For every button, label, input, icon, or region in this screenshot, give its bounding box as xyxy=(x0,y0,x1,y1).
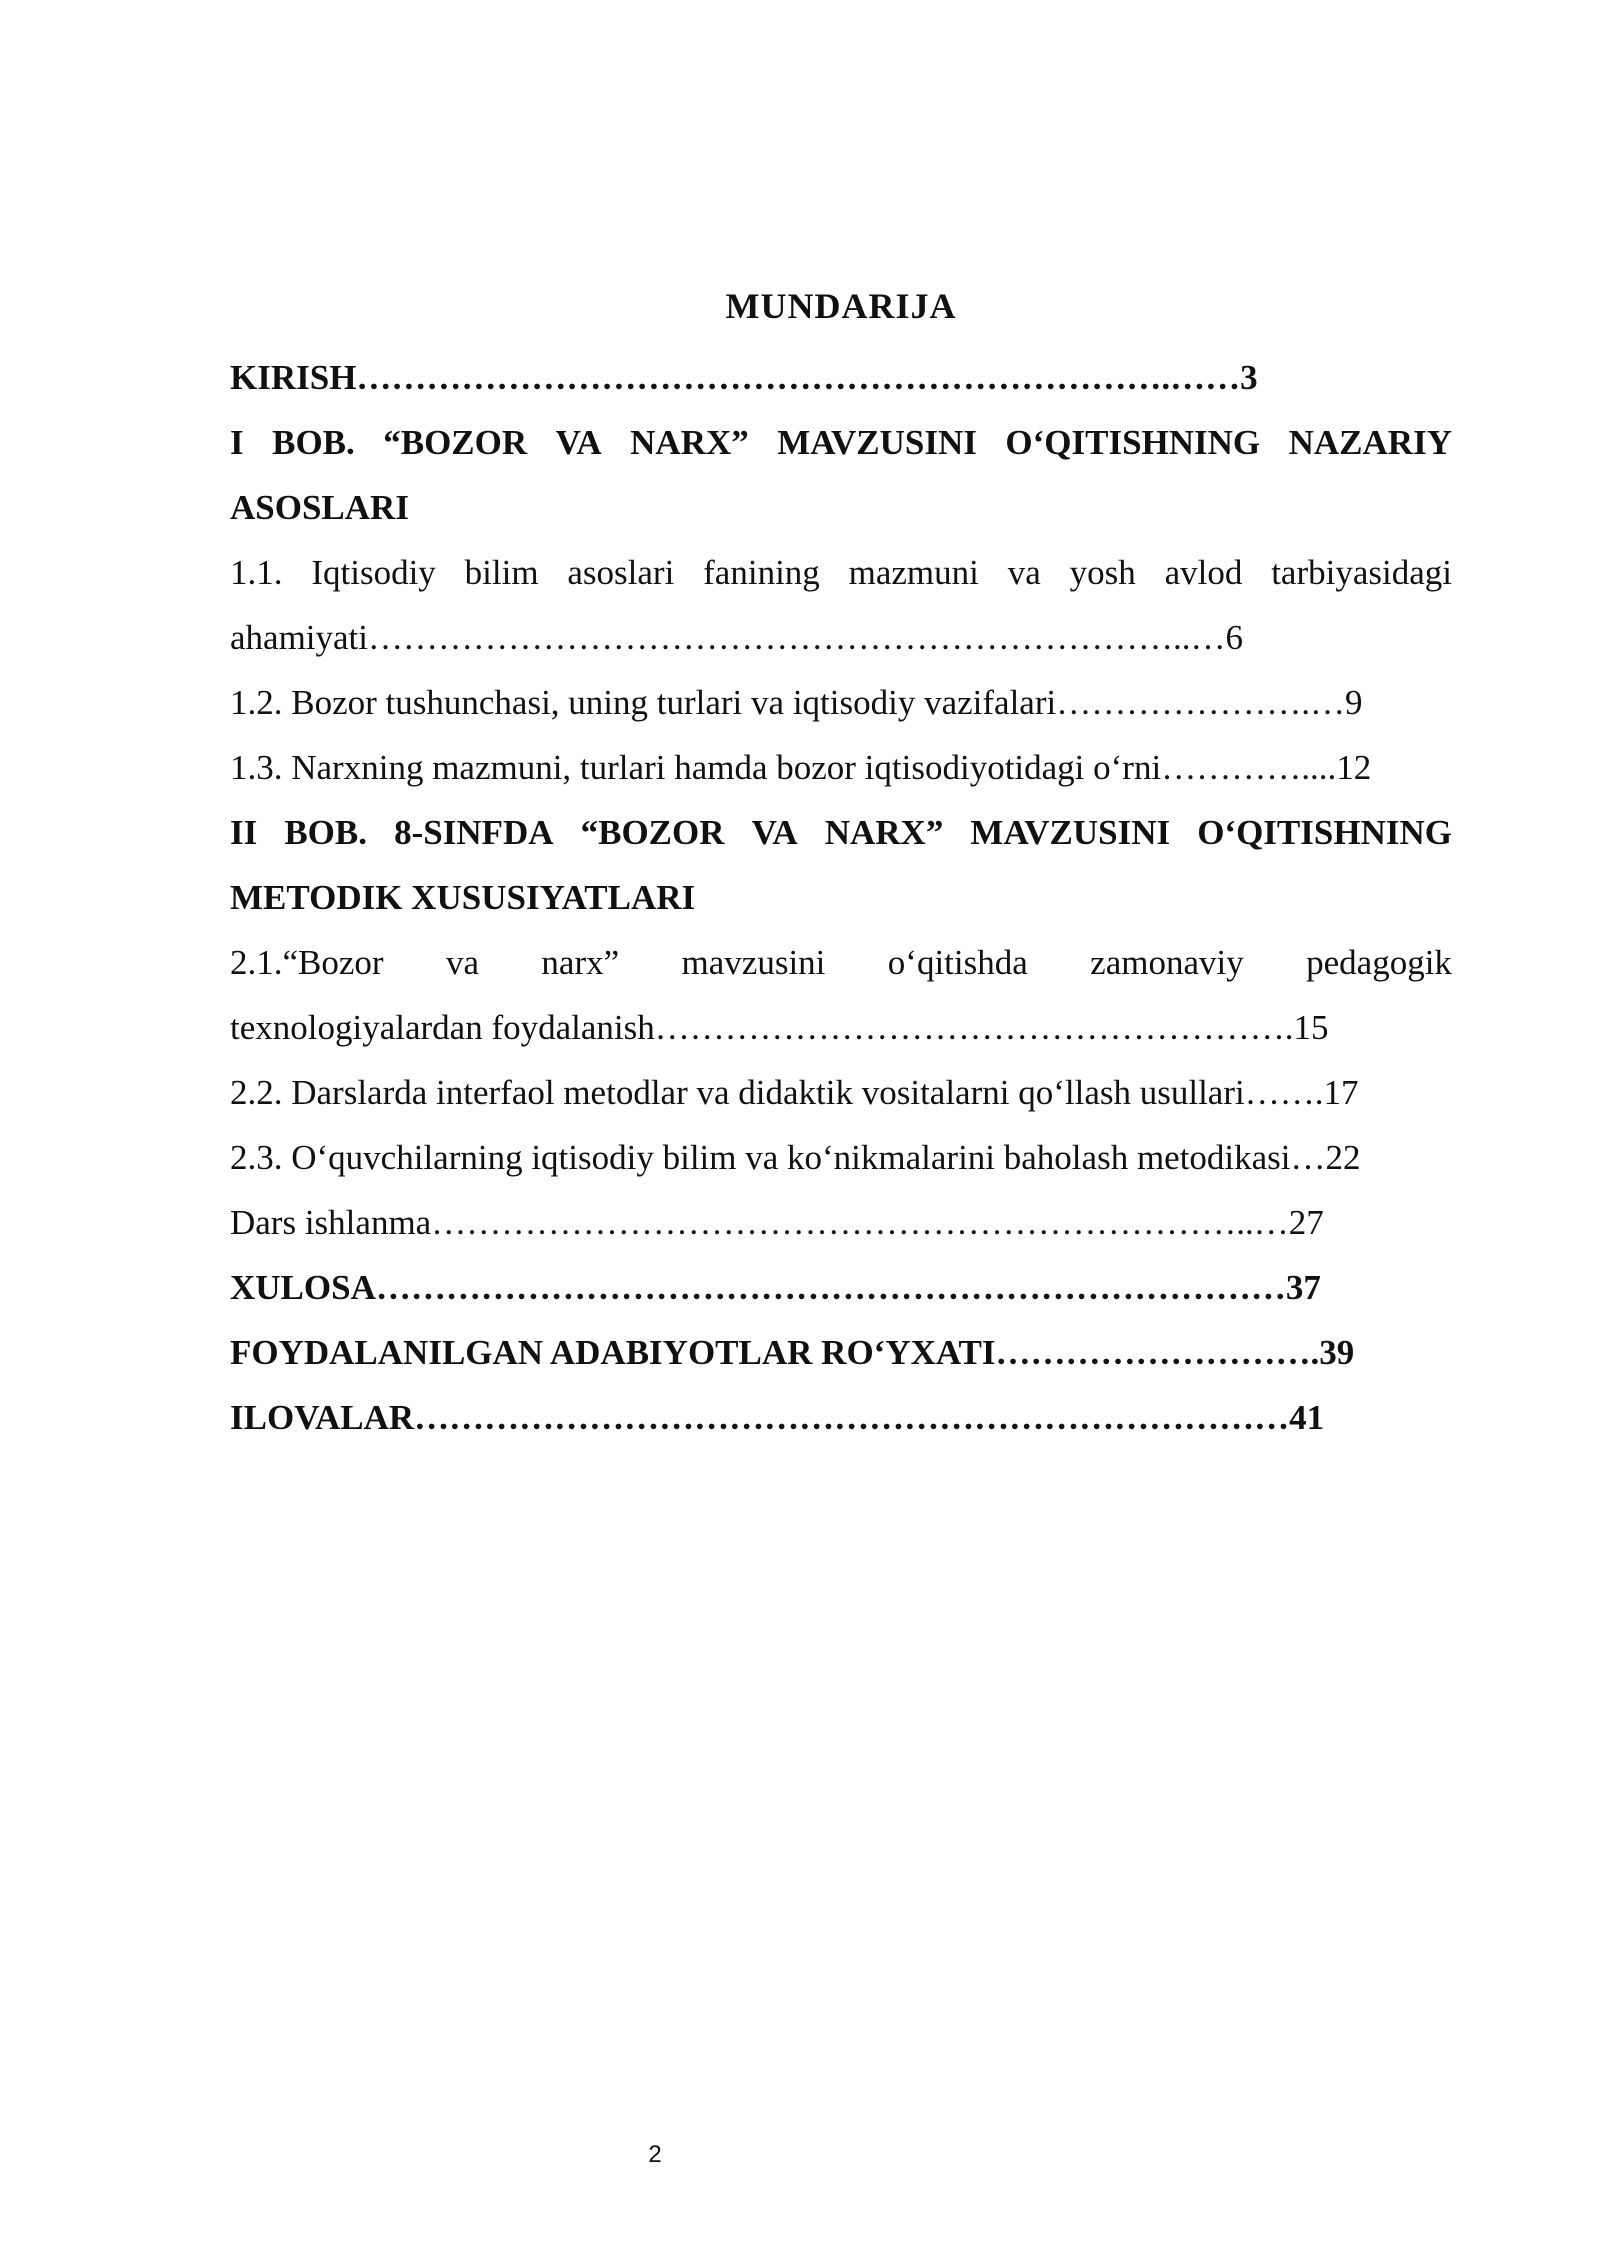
word: O‘QITISHNING xyxy=(1005,423,1261,462)
toc-entry-kirish: KIRISH…………………………………………………………….……3 xyxy=(230,358,1258,397)
word: va xyxy=(445,943,480,982)
word: BOB. xyxy=(284,813,367,852)
word: BOB. xyxy=(272,423,355,462)
toc-section-1-1-line-2: ahamiyati……………………………………………………………..…6 xyxy=(230,618,1244,657)
toc-chapter-1-heading-line-2: ASOSLARI xyxy=(230,488,409,527)
word: I xyxy=(230,423,244,462)
toc-section-2-1-line-1 xyxy=(230,930,1452,995)
page-number: 2 xyxy=(648,2141,662,2168)
word: zamonaviy xyxy=(1090,943,1244,982)
table-of-contents xyxy=(230,280,1452,1450)
word: Iqtisodiy xyxy=(311,553,436,592)
word: va xyxy=(1007,553,1041,592)
word: II xyxy=(230,813,258,852)
toc-section-2-2: 2.2. Darslarda interfaol metodlar va didaktik vositalarni qo‘llash usullari…….17 xyxy=(230,1073,1359,1112)
word: MAVZUSINI xyxy=(777,423,977,462)
toc-section-2-3: 2.3. O‘quvchilarning iqtisodiy bilim va ko‘nikmalarini baholash metodikasi…22 xyxy=(230,1138,1361,1177)
word: 2.1.“Bozor xyxy=(230,943,384,982)
toc-section-1-2: 1.2. Bozor tushunchasi, uning turlari va iqtisodiy vazifalari………………….…9 xyxy=(230,683,1363,722)
word: avlod xyxy=(1164,553,1243,592)
word: pedagogik xyxy=(1306,943,1452,982)
word: mazmuni xyxy=(848,553,979,592)
word: VA xyxy=(555,423,602,462)
word: NAZARIY xyxy=(1288,423,1452,462)
word: bilim xyxy=(464,553,539,592)
word: narx” xyxy=(541,943,620,982)
word: fanining xyxy=(703,553,820,592)
word: 8-SINFDA xyxy=(394,813,554,852)
toc-entry-dars-ishlanma: Dars ishlanma……………………………………………………………..…27 xyxy=(230,1203,1324,1242)
word: MAVZUSINI xyxy=(970,813,1171,852)
word: asoslari xyxy=(567,553,675,592)
word: yosh xyxy=(1069,553,1136,592)
toc-entry-references: FOYDALANILGAN ADABIYOTLAR RO‘YXATI……………………….39 xyxy=(230,1333,1355,1372)
word: NARX” xyxy=(824,813,944,852)
toc-section-1-1-line-1 xyxy=(230,540,1452,605)
word: o‘qitishda xyxy=(887,943,1028,982)
word: 1.1. xyxy=(230,553,283,592)
toc-chapter-2-heading-line-2: METODIK XUSUSIYATLARI xyxy=(230,878,696,917)
word: “BOZOR xyxy=(580,813,725,852)
word: tarbiyasidagi xyxy=(1271,553,1452,592)
word: VA xyxy=(751,813,798,852)
toc-chapter-2-heading-line-1 xyxy=(230,800,1452,865)
word: mavzusini xyxy=(681,943,826,982)
toc-entry-ilovalar: ILOVALAR…………………………………………………………………41 xyxy=(230,1398,1325,1437)
toc-title: MUNDARIJA xyxy=(725,286,957,326)
toc-section-1-3: 1.3. Narxning mazmuni, turlari hamda bozor iqtisodiyotidagi o‘rni…………....12 xyxy=(230,748,1372,787)
toc-chapter-1-heading-line-1 xyxy=(230,410,1452,475)
word: “BOZOR xyxy=(383,423,528,462)
toc-section-2-1-line-2: texnologiyalardan foydalanish……………………………………………….15 xyxy=(230,1008,1329,1047)
word: O‘QITISHNING xyxy=(1197,813,1452,852)
toc-entry-xulosa: XULOSA……………………………………………………………………37 xyxy=(230,1268,1321,1307)
word: NARX” xyxy=(630,423,749,462)
